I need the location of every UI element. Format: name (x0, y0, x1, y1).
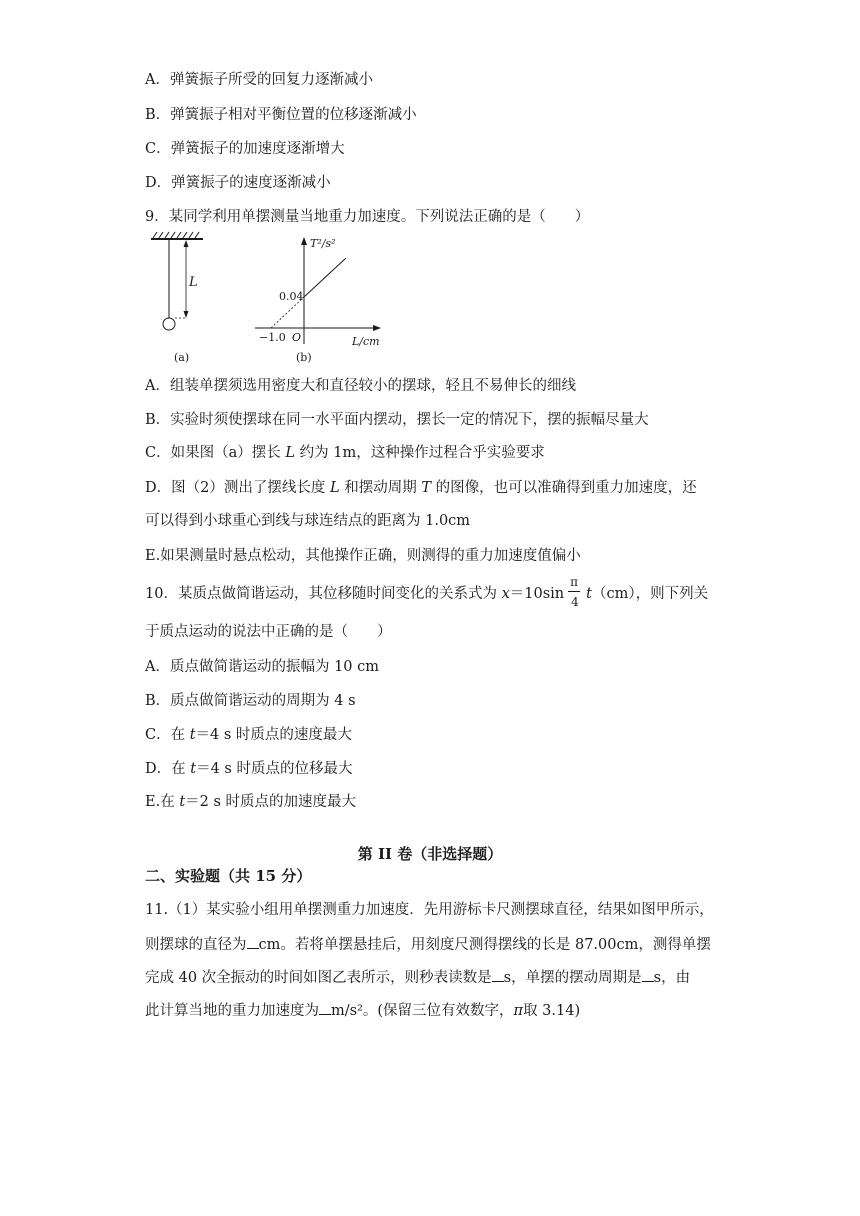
q8-option-c: C．弹簧振子的加速度逐渐增大 (145, 141, 345, 157)
variable-t: t (190, 761, 197, 777)
pendulum-figure (145, 228, 395, 368)
caption-b: (b) (296, 351, 312, 364)
answer-blank (642, 967, 654, 982)
text: （cm），则下列关 (591, 586, 709, 602)
y-axis-arrow (301, 237, 307, 245)
text: 10．某质点做简谐运动，其位移随时间变化的关系式为 (145, 586, 502, 602)
text: D．图（2）测出了摆线长度 (145, 480, 330, 496)
answer-blank (319, 1000, 331, 1015)
variable-L: L (285, 445, 295, 461)
text: ＝10sin (509, 586, 565, 602)
text: C．如果图（a）摆长 (145, 445, 286, 461)
text: D．在 (145, 761, 191, 777)
text: m/s²。(保留三位有效数字， (331, 1003, 514, 1019)
fraction-numerator: π (570, 575, 579, 589)
text: C．在 (145, 727, 190, 743)
text: 取 3.14) (523, 1003, 581, 1019)
q8-option-d: D．弹簧振子的速度逐渐减小 (145, 175, 331, 191)
q10-option-e (145, 792, 356, 812)
text: 的图像，也可以准确得到重力加速度，还 (431, 480, 697, 496)
variable-x: x (501, 586, 510, 602)
origin-label: O (292, 331, 302, 344)
text: ＝4 s 时质点的速度最大 (195, 727, 352, 743)
variable-T: T (421, 480, 431, 496)
pendulum-bob (163, 318, 175, 330)
q10-stem-continued: 于质点运动的说法中正确的是（ ） (145, 624, 392, 640)
answer-blank (492, 967, 504, 982)
text: E.在 (145, 794, 180, 810)
answer-blank (247, 934, 259, 949)
text: cm。若将单摆悬挂后，用刻度尺测得摆线的长是 87.00cm，测得单摆 (258, 937, 711, 953)
variable-t: t (179, 794, 186, 810)
ceiling-hatching (153, 232, 199, 238)
text: 此计算当地的重力加速度为 (145, 1003, 319, 1019)
q9-option-e: E.如果测量时悬点松动，其他操作正确，则测得的重力加速度值偏小 (145, 548, 581, 564)
text: 约为 1m，这种操作过程合乎实验要求 (295, 445, 545, 461)
q9-option-d (145, 478, 697, 498)
variable-t: t (189, 727, 196, 743)
symbol-pi: π (513, 1003, 524, 1019)
fraction-denominator: 4 (571, 595, 579, 609)
q9-option-a: A．组装单摆须选用密度大和直径较小的摆球，轻且不易伸长的细线 (145, 378, 576, 394)
length-label-L: L (189, 275, 198, 290)
q8-option-b: B．弹簧振子相对平衡位置的位移逐渐减小 (145, 107, 417, 123)
q10-option-b: B．质点做简谐运动的周期为 4 s (145, 693, 356, 709)
text: ＝4 s 时质点的位移最大 (196, 761, 353, 777)
q10-option-c (145, 725, 352, 745)
part-title: 第 II 卷（非选择题） (357, 845, 503, 863)
q11-line-3 (145, 967, 690, 988)
variable-L: L (329, 480, 340, 496)
x-axis-label: L/cm (352, 335, 380, 348)
q11-line-2 (145, 934, 711, 955)
q11-line-4 (145, 1000, 580, 1021)
text: 和摆动周期 (339, 480, 422, 496)
variable-t: t (586, 586, 592, 602)
data-line (304, 258, 346, 297)
q9-option-c (145, 443, 545, 463)
x-intercept-label: −1.0 (259, 331, 286, 344)
section-heading: 二、实验题（共 15 分） (145, 867, 312, 885)
q9-stem: 9．某同学利用单摆测量当地重力加速度。下列说法正确的是（ ） (145, 209, 590, 225)
q9-option-b: B．实验时须使摆球在同一水平面内摆动，摆长一定的情况下，摆的振幅尽量大 (145, 412, 649, 428)
y-intercept-label: 0.04 (279, 290, 304, 303)
length-arrow-bottom (184, 311, 189, 318)
figure-a-pendulum (151, 232, 203, 364)
y-axis-label: T²/s² (310, 237, 336, 250)
text: s，由 (653, 970, 691, 986)
q11-line-1: 11.（1）某实验小组用单摆测重力加速度．先用游标卡尺测摆球直径，结果如图甲所示， (145, 902, 714, 918)
x-axis-arrow (373, 325, 381, 331)
text: ＝2 s 时质点的加速度最大 (185, 794, 357, 810)
caption-a: (a) (174, 351, 190, 364)
q10-option-d (145, 759, 352, 779)
text: 则摆球的直径为 (145, 937, 247, 953)
q10-option-a: A．质点做简谐运动的振幅为 10 cm (145, 659, 380, 675)
length-arrow-top (184, 240, 189, 247)
figure-b-graph (255, 237, 381, 364)
q10-stem (145, 575, 709, 609)
fraction-pi-over-4 (568, 575, 582, 609)
text: s，单摆的摆动周期是 (503, 970, 642, 986)
q9-option-d-continued: 可以得到小球重心到线与球连结点的距离为 1.0cm (145, 513, 471, 529)
q8-option-a: A．弹簧振子所受的回复力逐渐减小 (145, 72, 373, 88)
text: 完成 40 次全振动的时间如图乙表所示，则秒表读数是 (145, 970, 492, 986)
